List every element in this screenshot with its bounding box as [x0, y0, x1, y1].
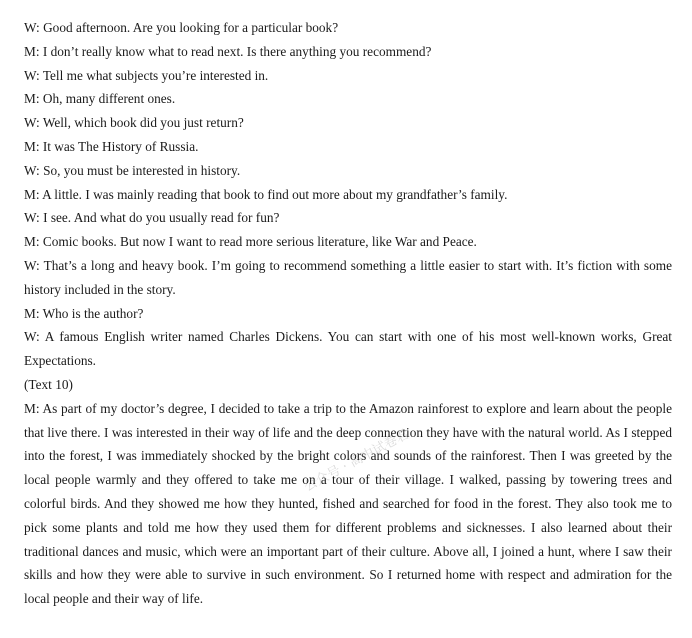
section-heading-text10: (Text 10) [24, 376, 73, 392]
dialogue-paragraph-dickens: W: A famous English writer named Charles Dickens. You can start with one of his most well-known works, Great Expectations. [24, 329, 672, 369]
dialogue-line-3: W: Tell me what subjects you’re interested in. [24, 67, 269, 83]
dialogue-line-1: W: Good afternoon. Are you looking for a particular book? [24, 20, 339, 35]
watermark: 公众号 · 高中试卷君 [301, 426, 412, 495]
dialogue-paragraph-recommendation: W: That’s a long and heavy book. I’m going to recommend something a little easier to start with. It’s fiction with some history included in the story. [24, 257, 672, 297]
dialogue-line-7: W: So, you must be interested in history. [24, 162, 241, 178]
dialogue-line-6: M: It was The History of Russia. [24, 138, 199, 154]
dialogue-line-8: M: A little. I was mainly reading that book to find out more about my grandfather’s family. [24, 186, 508, 202]
dialogue-line-9: W: I see. And what do you usually read for fun? [24, 210, 280, 226]
text10-body-paragraph: M: As part of my doctor’s degree, I decided to take a trip to the Amazon rainforest to explore and learn about the people that live there. I was interested in their way of life and the deep connection they have with the natural world. As I stepped into the forest, I was immediately shocked by the bright colors and sounds of the rainforest. Then I was greeted by the local people warmly and they offered to take me on a tour of their village. I walked, passing by towering trees and colorful birds. And they showed me how they hunted, fished and searched for food in the forest. They also took me to pick some plants and told me how they used them for different problems and sicknesses. I also learned about their traditional dances and music, which were an important part of their culture. Above all, I joined a hunt, where I saw their skills and how they were able to survive in such environment. So I returned home with respect and admiration for the local people and their way of life. [24, 400, 672, 607]
document-page [24, 16, 672, 611]
dialogue-line-author: M: Who is the author? [24, 305, 144, 321]
dialogue-line-10: M: Comic books. But now I want to read more serious literature, like War and Peace. [24, 234, 477, 250]
dialogue-line-4: M: Oh, many different ones. [24, 91, 176, 107]
dialogue-line-2: M: I don’t really know what to read next. Is there anything you recommend? [24, 43, 432, 59]
dialogue-line-5: W: Well, which book did you just return? [24, 115, 244, 131]
